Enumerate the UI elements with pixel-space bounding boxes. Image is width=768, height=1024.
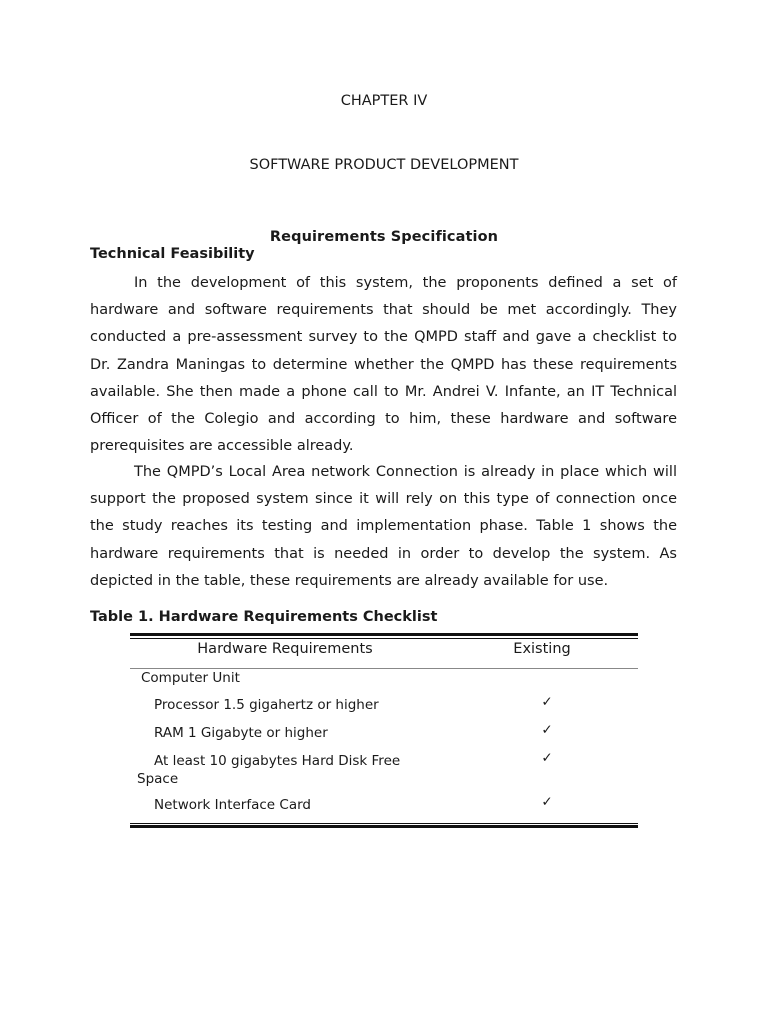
table-row-item-continued: Space (137, 771, 179, 787)
header-hardware-requirements: Hardware Requirements (197, 641, 373, 657)
table-caption: Table 1. Hardware Requirements Checklist (90, 609, 438, 625)
paragraph-1-text: In the development of this system, the proponents defined a set of hardware and software requirements that should be met accordingly. They conducted a pre-assessment survey to the QMPD staff and gave a checklist to Dr. Zandra Maningas to determine whether the QMPD has these requirements available. She then made a phone call to Mr. Andrei V. Infante, an IT Technical Officer of the Colegio and according to him, these hardware and software prerequisites are accessible already. (90, 275, 677, 455)
header-existing: Existing (513, 641, 571, 657)
paragraph-1 (90, 270, 677, 460)
table-group-label: Computer Unit (141, 670, 240, 686)
table-bottom-rule-thin (130, 823, 638, 824)
check-icon: ✓ (541, 694, 553, 710)
paragraph-2-text: The QMPD’s Local Area network Connection is already in place which will support the proposed system since it will rely on this type of connection once the study reaches its testing and implementation phase. Table 1 shows the hardware requirements that is needed in order to develop the system. As depicted in the table, these requirements are already available for use. (90, 464, 677, 589)
check-icon: ✓ (541, 722, 553, 738)
table-row-item: Processor 1.5 gigahertz or higher (154, 697, 379, 713)
subsection-title: Technical Feasibility (90, 246, 255, 262)
table-top-rule (130, 633, 638, 636)
paragraph-2 (90, 459, 677, 595)
table-top-rule-thin (130, 638, 638, 639)
table-row-item: RAM 1 Gigabyte or higher (154, 725, 328, 741)
chapter-heading: CHAPTER IV (340, 93, 428, 109)
check-icon: ✓ (541, 794, 553, 810)
table-bottom-rule (130, 825, 638, 828)
table-row-item: Network Interface Card (154, 797, 311, 813)
table-row-item: At least 10 gigabytes Hard Disk Free (154, 753, 401, 769)
chapter-title: SOFTWARE PRODUCT DEVELOPMENT (249, 157, 519, 173)
section-title: Requirements Specification (269, 229, 499, 245)
check-icon: ✓ (541, 750, 553, 766)
